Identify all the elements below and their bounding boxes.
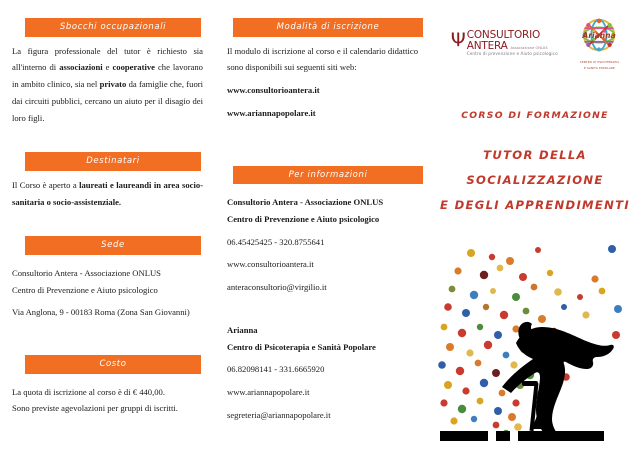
- person-silhouette: [502, 322, 614, 436]
- run-text: e: [102, 62, 113, 73]
- arianna-subtitle-line2: E SANITÀ POPOLARE: [584, 65, 615, 70]
- antera-logo-line1: CONSULTORIO: [466, 28, 541, 41]
- contact-website[interactable]: www.ariannapopolare.it: [227, 387, 310, 397]
- sede-line: Centro di Prevenzione e Aiuto psicologico: [12, 284, 158, 295]
- section-heading-sede: Sede: [25, 236, 201, 255]
- course-title-line: SOCIALIZZAZIONE: [466, 172, 604, 187]
- modalita-paragraph: Il modulo di iscrizione al corso e il calendario didattico sono disponibili sui seguenti siti web:: [227, 45, 418, 73]
- contact-phone: 06.82098141 - 331.6665920: [227, 364, 325, 375]
- antera-logo-tagline: Centro di prevenzione e Aiuto psicologico: [466, 50, 558, 56]
- panel-right-cover: [430, 0, 640, 452]
- contact-phone: 06.45425425 - 320.8755641: [227, 236, 325, 247]
- panel-left: [0, 0, 215, 452]
- sede-line: Via Anglona, 9 - 00183 Roma (Zona San Giovanni): [12, 307, 190, 318]
- contact-name: Consultorio Antera - Associazione ONLUS: [227, 197, 384, 207]
- costo-line: Sono previste agevolazioni per gruppi di iscritti.: [12, 403, 178, 414]
- sede-line: Consultorio Antera - Associazione ONLUS: [12, 267, 161, 278]
- section-heading-modalita: Modalità di iscrizione: [233, 18, 423, 37]
- contact-website[interactable]: www.consultorioantera.it: [227, 259, 314, 270]
- course-title-line: TUTOR DELLA: [483, 148, 587, 162]
- section-heading-destinatari: Destinatari: [25, 152, 201, 171]
- contact-email[interactable]: segreteria@ariannapopolare.it: [227, 409, 331, 420]
- arianna-logo: [580, 16, 619, 69]
- website-link[interactable]: www.ariannapopolare.it: [227, 107, 316, 118]
- antera-logo-line2: ANTERA: [466, 39, 508, 52]
- run-text: Il Corso è aperto a: [12, 179, 80, 190]
- contact-name: Centro di Prevenzione e Aiuto psicologico: [227, 213, 380, 224]
- section-heading-sbocchi: Sbocchi occupazionali: [25, 18, 201, 37]
- psi-icon: Ψ: [450, 28, 466, 51]
- run-bold: laureati e laureandi in area socio-sanitaria o socio-assistenziale.: [12, 179, 203, 207]
- arianna-subtitle-line1: CENTRO DI PSICOTERAPIA: [579, 60, 620, 65]
- section-heading-costo: Costo: [25, 355, 201, 374]
- run-bold: privato: [99, 79, 127, 89]
- floor-bars: [440, 431, 604, 441]
- logo-row: [436, 0, 634, 70]
- run-bold: cooperative: [112, 62, 155, 73]
- arianna-globe-icon: [580, 31, 618, 58]
- run-text: da famiglie che, fuori dai circuiti pubblici, cercano un aiuto per il disagio dei loro figli.: [12, 79, 203, 123]
- antera-logo-onlus: Associazione ONLUS: [510, 45, 548, 50]
- cover-illustration: [430, 235, 640, 450]
- course-subtitle: CORSO DI FORMAZIONE: [461, 110, 609, 121]
- arianna-wordmark: Arianna: [582, 31, 617, 41]
- run-bold: associazioni: [59, 62, 103, 73]
- website-link[interactable]: www.consultorioantera.it: [227, 85, 320, 95]
- destinatari-paragraph: [12, 177, 203, 211]
- contact-name: Arianna: [227, 324, 258, 335]
- cover-title-block: [436, 110, 634, 218]
- contact-name: Centro di Psicoterapia e Sanità Popolare: [227, 341, 376, 352]
- run-text: La figura professionale del tutor è richiesto sia all'interno di: [12, 45, 203, 73]
- course-title-line: E DEGLI APPRENDIMENTI: [440, 197, 630, 212]
- sbocchi-paragraph: [12, 43, 203, 127]
- section-heading-informazioni: Per informazioni: [233, 166, 423, 185]
- consultorio-antera-logo: [451, 30, 558, 56]
- costo-line: La quota di iscrizione al corso è di € 440,00.: [12, 386, 165, 397]
- run-text: che lavorano in ambito clinico, sia nel: [12, 62, 203, 89]
- contact-email[interactable]: anteraconsultorio@virgilio.it: [227, 282, 327, 292]
- panel-middle: [215, 0, 430, 452]
